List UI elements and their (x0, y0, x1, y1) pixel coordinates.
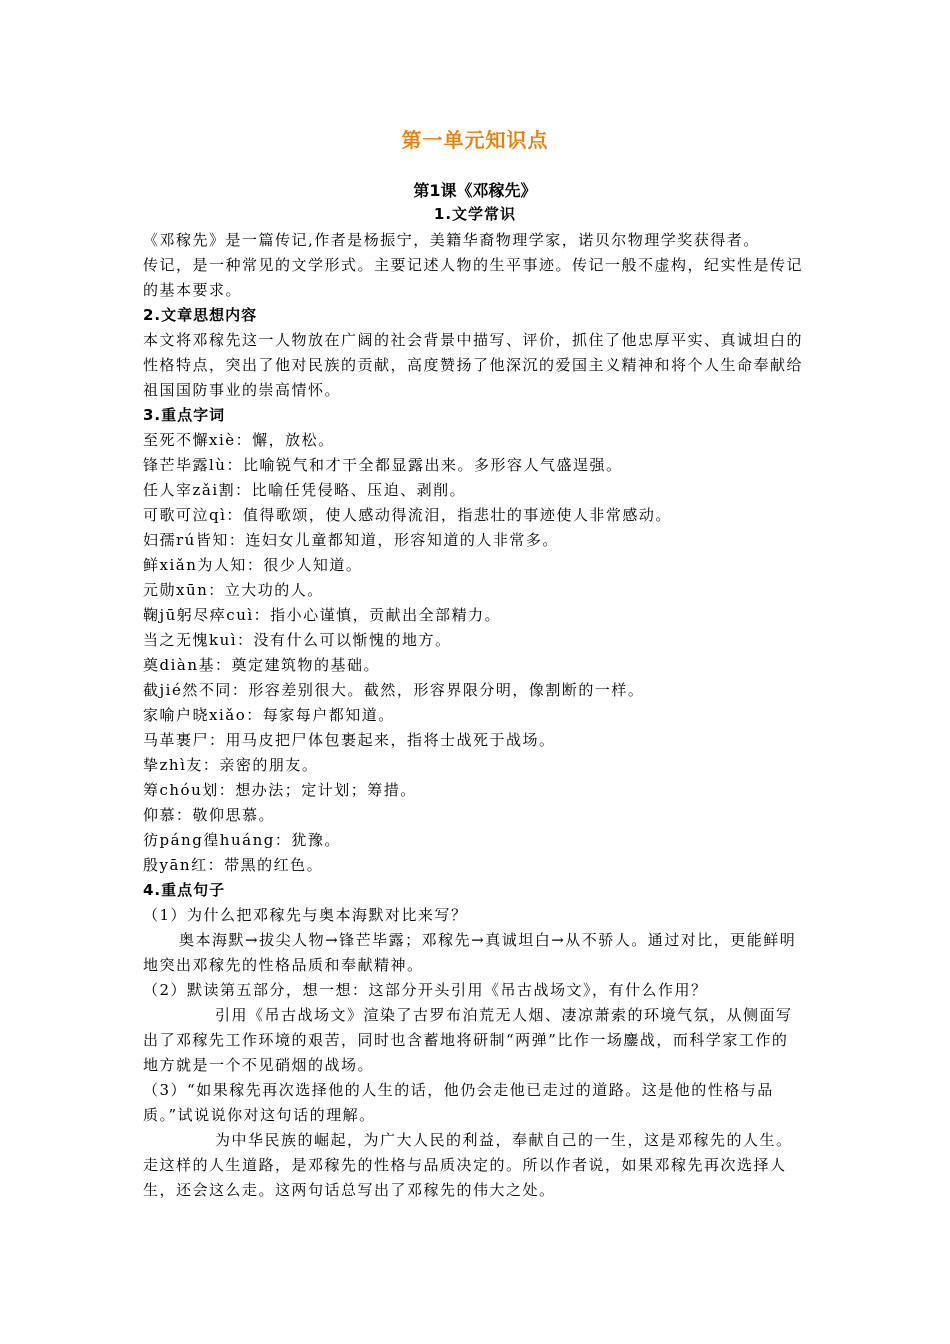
word-item: 筹chóu划：想办法；定计划；筹措。 (143, 781, 417, 799)
word-item: 至死不懈xiè：懈，放松。 (143, 431, 335, 449)
word-item: 仰慕：敬仰思慕。 (143, 806, 276, 824)
word-item: 截jié然不同：形容差别很大。截然，形容界限分明，像割断的一样。 (143, 681, 645, 699)
word-item: 鲜xiǎn为人知：很少人知道。 (143, 556, 363, 574)
answer: 奥本海默→拔尖人物→锋芒毕露；邓稼先→真诚坦白→从不骄人。通过对比，更能鲜明地突出邓稼先的性格品质和奉献精神。 (143, 931, 797, 974)
word-item: 挚zhì友：亲密的朋友。 (143, 756, 319, 774)
word-item: 马革裹尸：用马皮把尸体包裹起来，指将士战死于战场。 (143, 731, 556, 749)
question: （2）默读第五部分，想一想：这部分开头引用《吊古战场文》，有什么作用？ (143, 981, 708, 999)
document-body (143, 228, 803, 1203)
page-title: 第一单元知识点 (401, 128, 549, 152)
lesson-title: 第1课《邓稼先》 (413, 181, 537, 200)
word-item: 可歌可泣qì：值得歌颂，使人感动得流泪，指悲壮的事迹使人非常感动。 (143, 506, 672, 524)
word-item: 殷yān红：带黑的红色。 (143, 856, 324, 874)
section-heading-2: 2.文章思想内容 (143, 306, 258, 324)
word-item: 元勋xūn：立大功的人。 (143, 581, 324, 599)
section-heading-4: 4.重点句子 (143, 881, 226, 899)
paragraph: 《邓稼先》是一篇传记,作者是杨振宁，美籍华裔物理学家，诺贝尔物理学奖获得者。 (143, 231, 760, 249)
answer: 为中华民族的崛起，为广大人民的利益，奉献自己的一生，这是邓稼先的人生。走这样的人生道路，是邓稼先的性格与品质决定的。所以作者说，如果邓稼先再次选择人生，还会这么走。这两句话总写出了邓稼先的伟大之处。 (143, 1131, 793, 1199)
question: （1）为什么把邓稼先与奥本海默对比来写？ (143, 906, 468, 924)
paragraph: 传记，是一种常见的文学形式。主要记述人物的生平事迹。传记一般不虚构，纪实性是传记的基本要求。 (143, 256, 804, 299)
word-item: 彷páng徨huáng：犹豫。 (143, 831, 341, 849)
word-item: 鞠jū躬尽瘁cuì：指小心谨慎，贡献出全部精力。 (143, 606, 502, 624)
section-heading-1: 1.文学常识 (433, 205, 517, 223)
word-item: 妇孺rú皆知：连妇女儿童都知道，形容知道的人非常多。 (143, 531, 559, 549)
word-item: 当之无愧kuì：没有什么可以惭愧的地方。 (143, 631, 452, 649)
question: （3）“如果稼先再次选择他的人生的话，他仍会走他已走过的道路。这是他的性格与品质。”试说说你对这句话的理解。 (143, 1081, 774, 1124)
word-item: 家喻户晓xiǎo：每家每户都知道。 (143, 706, 395, 724)
answer: 引用《吊古战场文》渲染了古罗布泊荒无人烟、凄凉萧索的环境气氛，从侧面写出了邓稼先工作环境的艰苦，同时也含蓄地将研制“两弹”比作一场鏖战，而科学家工作的地方就是一个不见硝烟的战场。 (143, 1006, 793, 1074)
word-item: 奠diàn基：奠定建筑物的基础。 (143, 656, 381, 674)
section-heading-3: 3.重点字词 (143, 406, 226, 424)
word-item: 锋芒毕露lù：比喻锐气和才干全都显露出来。多形容人气盛逞强。 (143, 456, 623, 474)
word-item: 任人宰zǎi割：比喻任凭侵略、压迫、剥削。 (143, 481, 467, 499)
paragraph: 本文将邓稼先这一人物放在广阔的社会背景中描写、评价，抓住了他忠厚平实、真诚坦白的性格特点，突出了他对民族的贡献，高度赞扬了他深沉的爱国主义精神和将个人生命奉献给祖国国防事业的崇高情怀。 (143, 331, 804, 399)
